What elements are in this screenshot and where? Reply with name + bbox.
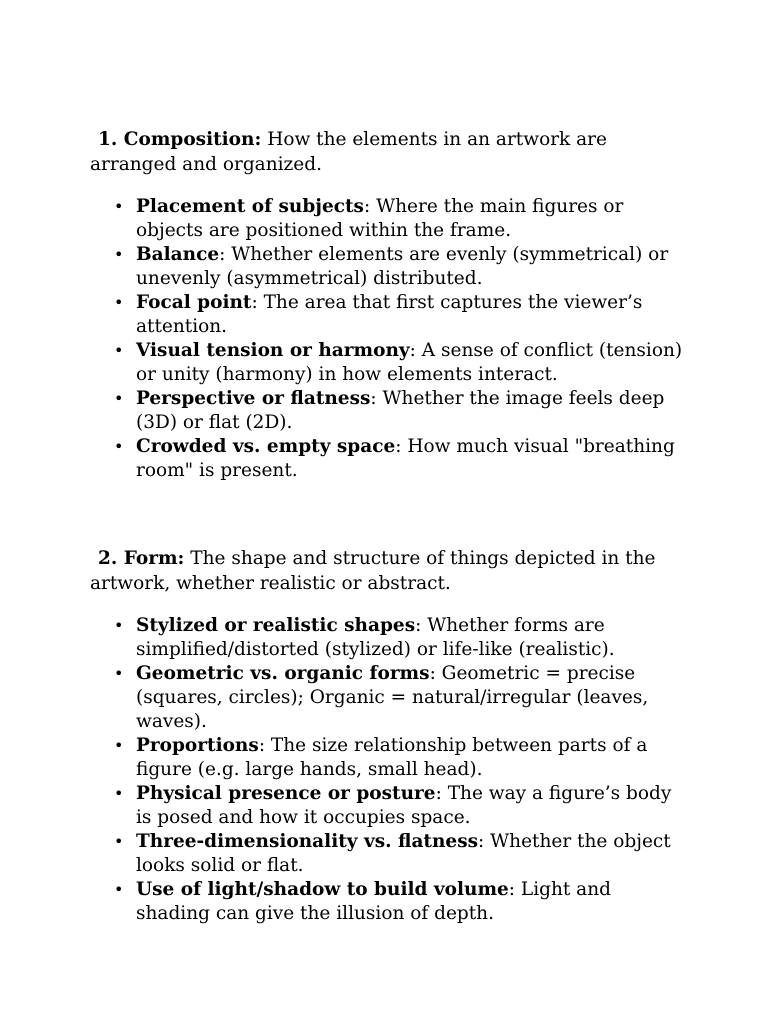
bullet-icon: •	[114, 736, 124, 755]
section-title: 2. Form:	[98, 548, 185, 569]
item-term: Proportions	[136, 735, 259, 756]
section-composition	[90, 128, 690, 483]
bullet-list	[90, 195, 690, 483]
list-item	[114, 830, 690, 878]
item-text: : A sense of conflict (tension) or unity (harmony) in how elements interact.	[136, 340, 683, 385]
item-text: : The size relationship between parts of a figure (e.g. large hands, small head).	[136, 735, 648, 780]
list-item	[114, 614, 690, 662]
bullet-icon: •	[114, 245, 124, 264]
section-description: The shape and structure of things depicted in the artwork, whether realistic or abstract.	[90, 548, 656, 594]
bullet-icon: •	[114, 664, 124, 683]
item-text: : Whether elements are evenly (symmetrical) or unevenly (asymmetrical) distributed.	[136, 244, 669, 289]
bullet-list	[90, 614, 690, 926]
section-heading	[90, 128, 690, 177]
section-title: 1. Composition:	[98, 129, 262, 150]
item-text: : The area that first captures the viewer’s attention.	[136, 292, 643, 337]
item-text: : Light and shading can give the illusion of depth.	[136, 879, 611, 924]
item-text: : How much visual "breathing room" is present.	[136, 436, 675, 481]
item-text: : Whether the object looks solid or flat.	[136, 831, 671, 876]
bullet-icon: •	[114, 437, 124, 456]
item-term: Placement of subjects	[136, 196, 364, 217]
section-description: How the elements in an artwork are arranged and organized.	[90, 129, 607, 175]
bullet-icon: •	[114, 880, 124, 899]
item-text: : Whether forms are simplified/distorted (stylized) or life-like (realistic).	[136, 615, 615, 660]
section-form	[90, 547, 690, 926]
bullet-icon: •	[114, 616, 124, 635]
bullet-icon: •	[114, 784, 124, 803]
list-item	[114, 339, 690, 387]
item-term: Visual tension or harmony	[136, 340, 410, 361]
list-item	[114, 662, 690, 734]
item-text: : Where the main figures or objects are positioned within the frame.	[136, 196, 624, 241]
item-term: Balance	[136, 244, 220, 265]
item-text: : Whether the image feels deep (3D) or flat (2D).	[136, 388, 665, 433]
item-term: Stylized or realistic shapes	[136, 615, 416, 636]
list-item	[114, 435, 690, 483]
list-item	[114, 291, 690, 339]
section-heading	[90, 547, 690, 596]
item-term: Use of light/shadow to build volume	[136, 879, 509, 900]
bullet-icon: •	[114, 293, 124, 312]
list-item	[114, 243, 690, 291]
item-text: : The way a figure’s body is posed and how it occupies space.	[136, 783, 672, 828]
item-term: Perspective or flatness	[136, 388, 371, 409]
item-term: Physical presence or posture	[136, 783, 436, 804]
list-item	[114, 195, 690, 243]
list-item	[114, 734, 690, 782]
item-term: Geometric vs. organic forms	[136, 663, 430, 684]
item-term: Crowded vs. empty space	[136, 436, 396, 457]
bullet-icon: •	[114, 341, 124, 360]
bullet-icon: •	[114, 389, 124, 408]
bullet-icon: •	[114, 197, 124, 216]
item-text: : Geometric = precise (squares, circles); Organic = natural/irregular (leaves, waves).	[136, 663, 649, 732]
item-term: Three-dimensionality vs. flatness	[136, 831, 479, 852]
list-item	[114, 782, 690, 830]
bullet-icon: •	[114, 832, 124, 851]
item-term: Focal point	[136, 292, 252, 313]
list-item	[114, 387, 690, 435]
list-item	[114, 878, 690, 926]
